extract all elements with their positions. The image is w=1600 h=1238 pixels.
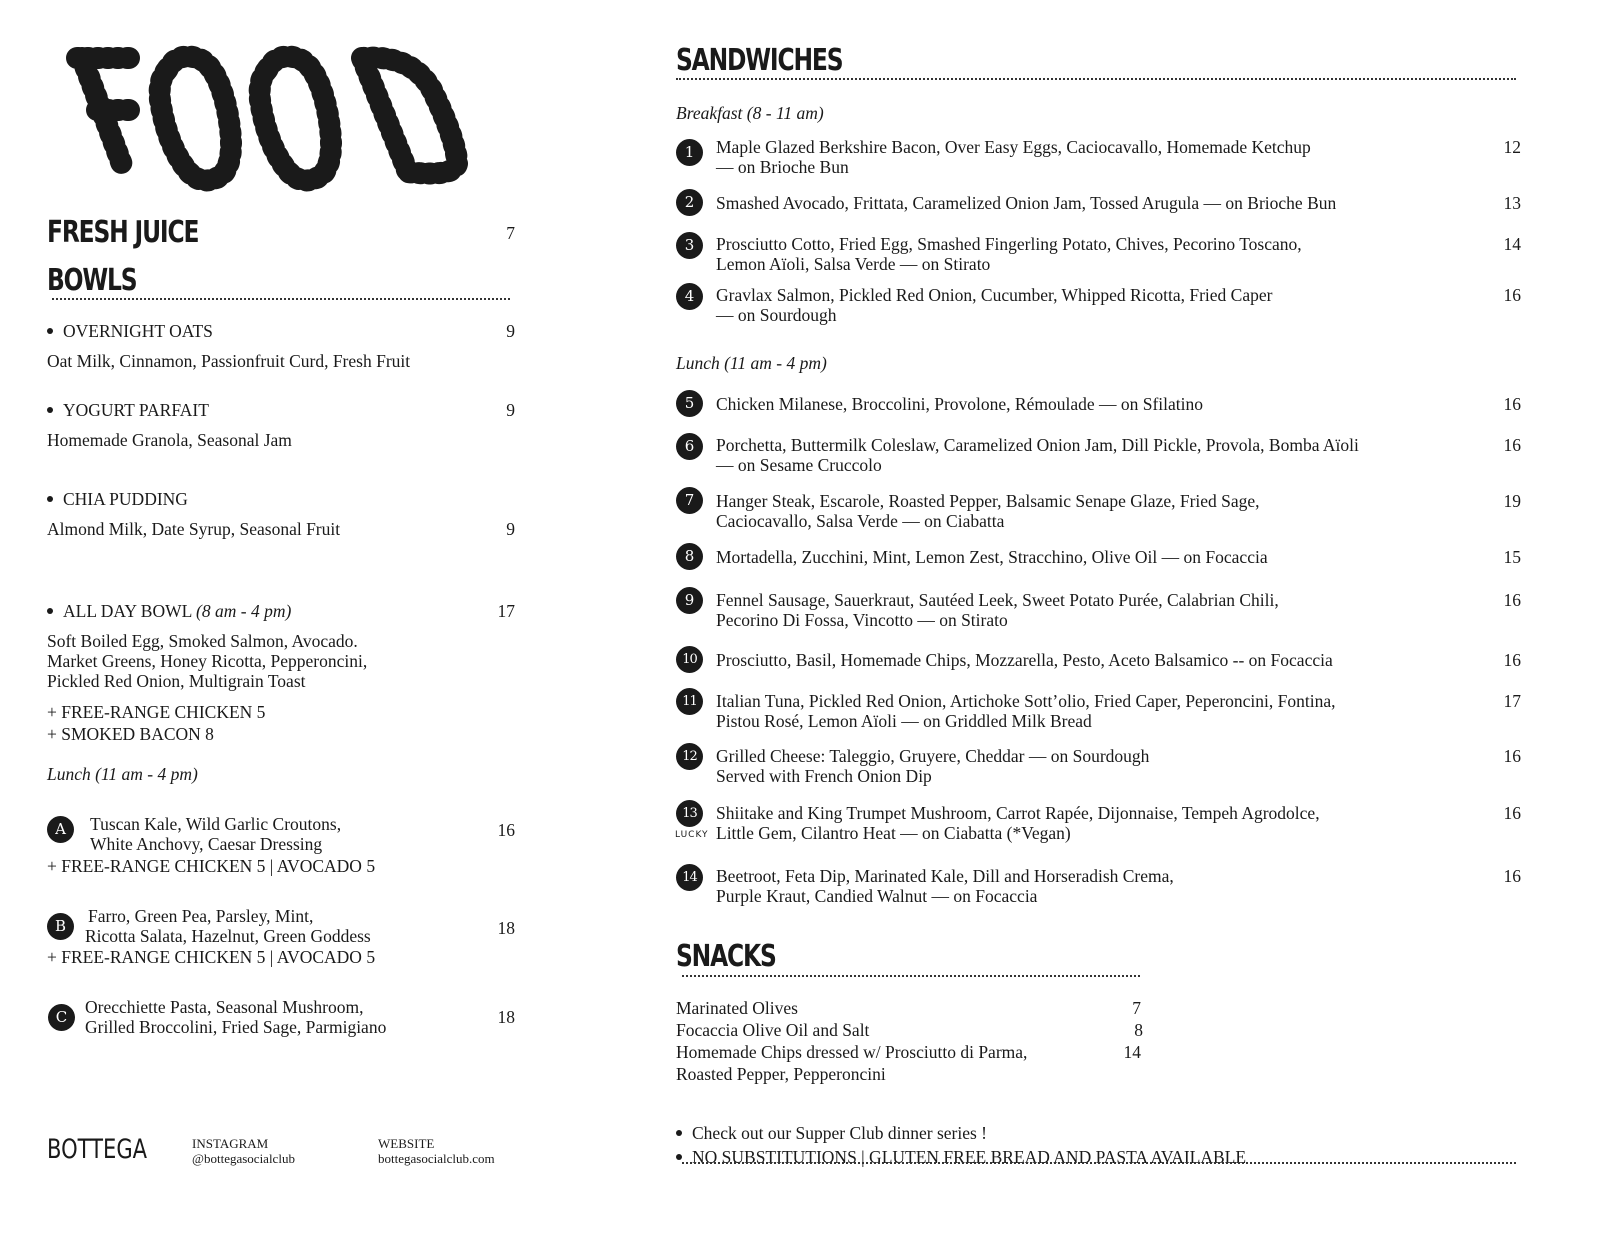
sandwich-price: 16 bbox=[1503, 394, 1521, 414]
all-day-bowl-price: 17 bbox=[497, 601, 515, 621]
sandwich-price: 13 bbox=[1503, 193, 1521, 213]
sandwich-desc: Lemon Aïoli, Salsa Verde — on Stirato bbox=[716, 254, 991, 274]
bowl-item-price: 9 bbox=[506, 321, 515, 341]
sandwich-price: 14 bbox=[1503, 234, 1521, 254]
sandwich-desc: Maple Glazed Berkshire Bacon, Over Easy Eggs, Caciocavallo, Homemade Ketchup bbox=[716, 137, 1311, 157]
sandwich-desc: — on Brioche Bun bbox=[716, 157, 849, 177]
snack-price: 14 bbox=[1123, 1042, 1141, 1062]
sandwich-desc: Prosciutto, Basil, Homemade Chips, Mozzarella, Pesto, Aceto Balsamico -- on Focaccia bbox=[716, 650, 1333, 670]
lunch-item-desc: White Anchovy, Caesar Dressing bbox=[90, 834, 323, 854]
bowl-item-desc: Homemade Granola, Seasonal Jam bbox=[47, 430, 292, 450]
sandwich-number-badge: 6 bbox=[676, 433, 703, 460]
sandwich-price: 15 bbox=[1503, 547, 1521, 567]
lunch-item-desc: Farro, Green Pea, Parsley, Mint, bbox=[88, 906, 314, 926]
snack-price: 7 bbox=[1132, 998, 1141, 1018]
bowl-item-name: CHIA PUDDING bbox=[47, 489, 188, 510]
snacks-heading: SNACKS bbox=[676, 939, 776, 974]
lunch-item-price: 18 bbox=[497, 1007, 515, 1027]
sandwich-number-badge: 8 bbox=[676, 543, 703, 570]
all-day-bowl-name: ALL DAY BOWL (8 am - 4 pm) bbox=[47, 601, 291, 622]
bowls-divider bbox=[52, 298, 510, 300]
bullet-icon bbox=[47, 608, 53, 614]
website-link[interactable]: bottegasocialclub.com bbox=[378, 1151, 495, 1166]
lunch-label: Lunch (11 am - 4 pm) bbox=[47, 764, 198, 784]
sandwich-desc: Little Gem, Cilantro Heat — on Ciabatta (*Vegan) bbox=[716, 823, 1071, 843]
all-day-bowl-addon: + FREE-RANGE CHICKEN 5 bbox=[47, 702, 266, 722]
sandwich-desc: Fennel Sausage, Sauerkraut, Sautéed Leek, Sweet Potato Purée, Calabrian Chili, bbox=[716, 590, 1279, 610]
instagram-handle[interactable]: @bottegasocialclub bbox=[192, 1151, 295, 1166]
sandwich-number-badge: 7 bbox=[676, 487, 703, 514]
snack-desc: Marinated Olives bbox=[676, 998, 798, 1018]
snack-desc: Roasted Pepper, Pepperoncini bbox=[676, 1064, 886, 1084]
sandwich-desc: Served with French Onion Dip bbox=[716, 766, 932, 786]
sandwich-number-badge: 1 bbox=[676, 139, 703, 166]
lunch-item-price: 18 bbox=[497, 918, 515, 938]
snack-desc: Homemade Chips dressed w/ Prosciutto di Parma, bbox=[676, 1042, 1028, 1062]
bowl-item-price: 9 bbox=[506, 400, 515, 420]
bowl-item-name: YOGURT PARFAIT bbox=[47, 400, 209, 421]
sandwich-price: 16 bbox=[1503, 590, 1521, 610]
sandwich-desc: Shiitake and King Trumpet Mushroom, Carrot Rapée, Dijonnaise, Tempeh Agrodolce, bbox=[716, 803, 1320, 823]
sandwich-price: 19 bbox=[1503, 491, 1521, 511]
sandwich-price: 16 bbox=[1503, 866, 1521, 886]
snack-price: 8 bbox=[1134, 1020, 1143, 1040]
sandwich-desc: Beetroot, Feta Dip, Marinated Kale, Dill and Horseradish Crema, bbox=[716, 866, 1174, 886]
sandwich-number-badge: 13 bbox=[676, 800, 703, 827]
sandwich-desc: Hanger Steak, Escarole, Roasted Pepper, Balsamic Senape Glaze, Fried Sage, bbox=[716, 491, 1260, 511]
item-letter-badge: C bbox=[48, 1004, 75, 1031]
sandwich-number-badge: 2 bbox=[676, 189, 703, 216]
bowl-item-desc: Almond Milk, Date Syrup, Seasonal Fruit bbox=[47, 519, 341, 539]
sandwich-price: 12 bbox=[1503, 137, 1521, 157]
bullet-icon bbox=[47, 328, 53, 334]
instagram-label: INSTAGRAM bbox=[192, 1136, 269, 1151]
food-logo bbox=[62, 40, 482, 200]
lunch-item-desc: Ricotta Salata, Hazelnut, Green Goddess bbox=[85, 926, 371, 946]
item-letter-badge: A bbox=[47, 816, 74, 843]
sandwich-desc: Smashed Avocado, Frittata, Caramelized Onion Jam, Tossed Arugula — on Brioche Bun bbox=[716, 193, 1337, 213]
sandwich-number-badge: 4 bbox=[676, 283, 703, 310]
sandwich-desc: Pistou Rosé, Lemon Aïoli — on Griddled Milk Bread bbox=[716, 711, 1092, 731]
all-day-bowl-desc: Soft Boiled Egg, Smoked Salmon, Avocado. bbox=[47, 631, 358, 651]
sandwich-number-badge: 14 bbox=[676, 864, 703, 891]
sandwich-desc: Porchetta, Buttermilk Coleslaw, Caramelized Onion Jam, Dill Pickle, Provola, Bomba Aïoli bbox=[716, 435, 1359, 455]
sandwich-price: 16 bbox=[1503, 285, 1521, 305]
bullet-icon bbox=[47, 407, 53, 413]
snack-desc: Focaccia Olive Oil and Salt bbox=[676, 1020, 870, 1040]
snacks-divider bbox=[682, 975, 1140, 977]
sandwich-desc: Caciocavallo, Salsa Verde — on Ciabatta bbox=[716, 511, 1005, 531]
sandwich-price: 16 bbox=[1503, 650, 1521, 670]
sandwich-price: 17 bbox=[1503, 691, 1521, 711]
lunch-label: Lunch (11 am - 4 pm) bbox=[676, 353, 827, 373]
sandwich-desc: Chicken Milanese, Broccolini, Provolone, Rémoulade — on Sfilatino bbox=[716, 394, 1204, 414]
sandwich-desc: Mortadella, Zucchini, Mint, Lemon Zest, Stracchino, Olive Oil — on Focaccia bbox=[716, 547, 1268, 567]
all-day-bowl-desc: Pickled Red Onion, Multigrain Toast bbox=[47, 671, 306, 691]
sandwich-desc: Italian Tuna, Pickled Red Onion, Artichoke Sott’olio, Fried Caper, Peperoncini, Fontina, bbox=[716, 691, 1336, 711]
lunch-item-desc: Orecchiette Pasta, Seasonal Mushroom, bbox=[85, 997, 364, 1017]
fresh-juice-heading: FRESH JUICE bbox=[47, 215, 199, 250]
sandwich-price: 16 bbox=[1503, 435, 1521, 455]
sandwich-number-badge: 10 bbox=[676, 646, 703, 673]
sandwich-desc: — on Sourdough bbox=[716, 305, 837, 325]
sandwich-desc: Purple Kraut, Candied Walnut — on Focaccia bbox=[716, 886, 1038, 906]
sandwiches-divider bbox=[676, 78, 1516, 80]
breakfast-label: Breakfast (8 - 11 am) bbox=[676, 103, 824, 123]
note-no-substitutions: NO SUBSTITUTIONS | GLUTEN FREE BREAD AND PASTA AVAILABLE bbox=[676, 1147, 1246, 1168]
sandwich-number-badge: 11 bbox=[676, 688, 703, 715]
bowls-heading: BOWLS bbox=[47, 263, 137, 298]
notes-divider bbox=[682, 1162, 1516, 1164]
bowl-item-price: 9 bbox=[506, 519, 515, 539]
bullet-icon bbox=[676, 1154, 682, 1160]
sandwich-number-badge: 9 bbox=[676, 587, 703, 614]
sandwich-desc: Prosciutto Cotto, Fried Egg, Smashed Fingerling Potato, Chives, Pecorino Toscano, bbox=[716, 234, 1302, 254]
sandwich-price: 16 bbox=[1503, 746, 1521, 766]
sandwich-number-badge: 12 bbox=[676, 743, 703, 770]
all-day-bowl-addon: + SMOKED BACON 8 bbox=[47, 724, 214, 744]
sandwich-price: 16 bbox=[1503, 803, 1521, 823]
sandwich-number-badge: 3 bbox=[676, 232, 703, 259]
bullet-icon bbox=[676, 1130, 682, 1136]
website-label: WEBSITE bbox=[378, 1136, 435, 1151]
sandwiches-heading: SANDWICHES bbox=[676, 43, 843, 78]
bowl-item-desc: Oat Milk, Cinnamon, Passionfruit Curd, Fresh Fruit bbox=[47, 351, 411, 371]
note-supper-club: Check out our Supper Club dinner series ! bbox=[676, 1123, 987, 1144]
lunch-item-addon: + FREE-RANGE CHICKEN 5 | AVOCADO 5 bbox=[47, 947, 376, 967]
lunch-item-addon: + FREE-RANGE CHICKEN 5 | AVOCADO 5 bbox=[47, 856, 376, 876]
sandwich-desc: Pecorino Di Fossa, Vincotto — on Stirato bbox=[716, 610, 1008, 630]
sandwich-desc: Grilled Cheese: Taleggio, Gruyere, Cheddar — on Sourdough bbox=[716, 746, 1150, 766]
fresh-juice-price: 7 bbox=[506, 223, 515, 243]
sandwich-number-badge: 5 bbox=[676, 390, 703, 417]
bowl-item-name: OVERNIGHT OATS bbox=[47, 321, 213, 342]
all-day-bowl-desc: Market Greens, Honey Ricotta, Pepperoncini, bbox=[47, 651, 368, 671]
lunch-item-desc: Grilled Broccolini, Fried Sage, Parmigiano bbox=[85, 1017, 387, 1037]
sandwich-desc: — on Sesame Cruccolo bbox=[716, 455, 882, 475]
item-letter-badge: B bbox=[47, 913, 74, 940]
sandwich-desc: Gravlax Salmon, Pickled Red Onion, Cucumber, Whipped Ricotta, Fried Caper bbox=[716, 285, 1273, 305]
all-day-bowl-hours: (8 am - 4 pm) bbox=[196, 601, 292, 621]
brand-logo: BOTTEGA bbox=[47, 1134, 148, 1165]
lucky-tag: LUCKY bbox=[675, 830, 709, 840]
lunch-item-price: 16 bbox=[497, 820, 515, 840]
bullet-icon bbox=[47, 496, 53, 502]
lunch-item-desc: Tuscan Kale, Wild Garlic Croutons, bbox=[90, 814, 342, 834]
